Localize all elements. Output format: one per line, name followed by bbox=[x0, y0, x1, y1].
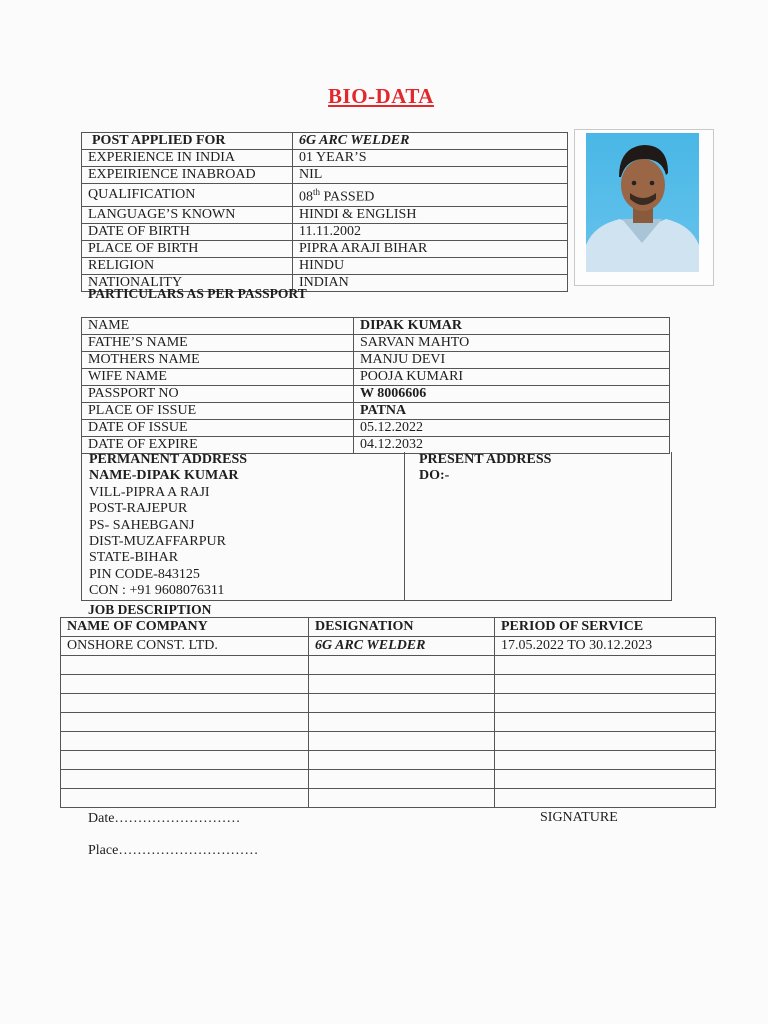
experience-abroad-value: NIL bbox=[293, 167, 568, 184]
date-line: Date……………………… bbox=[88, 811, 241, 826]
person-portrait-icon bbox=[586, 133, 699, 272]
job-table bbox=[60, 617, 716, 808]
table-row bbox=[82, 206, 568, 223]
address-line: POST-RAJEPUR bbox=[89, 501, 188, 517]
mother-name-label: MOTHERS NAME bbox=[82, 352, 354, 369]
address-line: STATE-BIHAR bbox=[89, 550, 179, 566]
date-of-expire-label: DATE OF EXPIRE bbox=[82, 437, 354, 454]
table-row bbox=[82, 420, 670, 437]
table-row bbox=[82, 437, 670, 454]
date-of-issue-value: 05.12.2022 bbox=[354, 420, 670, 437]
present-address bbox=[412, 452, 551, 485]
col-header-period: PERIOD OF SERVICE bbox=[495, 618, 716, 637]
experience-india-label: EXPERIENCE IN INDIA bbox=[82, 150, 293, 167]
empty-row bbox=[61, 713, 716, 732]
period-cell: 17.05.2022 TO 30.12.2023 bbox=[495, 637, 716, 656]
nationality-label: NATIONALITY bbox=[82, 274, 293, 291]
address-line: DIST-MUZAFFARPUR bbox=[89, 534, 226, 550]
empty-row bbox=[61, 732, 716, 751]
languages-value: HINDI & ENGLISH bbox=[293, 206, 568, 223]
experience-india-value: 01 YEAR’S bbox=[293, 150, 568, 167]
table-row bbox=[82, 257, 568, 274]
table-row bbox=[82, 335, 670, 352]
passport-no-label: PASSPORT NO bbox=[82, 386, 354, 403]
place-line: Place………………………… bbox=[88, 843, 259, 858]
address-line: PS- SAHEBGANJ bbox=[89, 517, 195, 533]
signature-label: SIGNATURE bbox=[540, 810, 618, 825]
table-row bbox=[82, 184, 568, 207]
place-of-issue-value: PATNA bbox=[354, 403, 670, 420]
place-of-issue-label: PLACE OF ISSUE bbox=[82, 403, 354, 420]
empty-row bbox=[61, 751, 716, 770]
permanent-address-heading: PERMANENT ADDRESS bbox=[89, 452, 248, 467]
table-row bbox=[82, 369, 670, 386]
table-row bbox=[82, 386, 670, 403]
place-of-birth-label: PLACE OF BIRTH bbox=[82, 240, 293, 257]
present-address-do: DO:- bbox=[419, 468, 450, 484]
mother-name-value: MANJU DEVI bbox=[354, 352, 670, 369]
empty-row bbox=[61, 770, 716, 789]
table-row bbox=[61, 637, 716, 656]
col-header-designation: DESIGNATION bbox=[309, 618, 495, 637]
father-name-value: SARVAN MAHTO bbox=[354, 335, 670, 352]
qualification-number: 08 bbox=[299, 189, 313, 205]
religion-label: RELIGION bbox=[82, 257, 293, 274]
table-row bbox=[82, 352, 670, 369]
name-value: DIPAK KUMAR bbox=[354, 318, 670, 335]
personal-details-table bbox=[81, 132, 568, 292]
present-address-heading: PRESENT ADDRESS bbox=[419, 452, 552, 467]
qualification-rest: PASSED bbox=[320, 189, 375, 205]
table-row bbox=[82, 133, 568, 150]
job-section-label: JOB DESCRIPTION bbox=[88, 602, 212, 617]
address-box bbox=[81, 452, 672, 601]
religion-value: HINDU bbox=[293, 257, 568, 274]
address-line: VILL-PIPRA A RAJI bbox=[89, 484, 210, 500]
designation-cell: 6G ARC WELDER bbox=[309, 637, 495, 656]
nationality-value: INDIAN bbox=[293, 274, 568, 291]
passport-no-value: W 8006606 bbox=[354, 386, 670, 403]
table-header-row bbox=[61, 618, 716, 637]
table-row bbox=[82, 223, 568, 240]
empty-row bbox=[61, 675, 716, 694]
table-row bbox=[82, 167, 568, 184]
empty-row bbox=[61, 656, 716, 675]
place-of-birth-value: PIPRA ARAJI BIHAR bbox=[293, 240, 568, 257]
qualification-value bbox=[293, 184, 568, 207]
qualification-label: QUALIFICATION bbox=[82, 184, 293, 207]
table-row bbox=[82, 403, 670, 420]
dob-label: DATE OF BIRTH bbox=[82, 223, 293, 240]
passport-section-label: PARTICULARS AS PER PASSPORT bbox=[88, 286, 307, 301]
qualification-sup: th bbox=[313, 187, 321, 197]
date-of-issue-label: DATE OF ISSUE bbox=[82, 420, 354, 437]
permanent-address-name: NAME-DIPAK KUMAR bbox=[89, 468, 239, 484]
date-of-expire-value: 04.12.2032 bbox=[354, 437, 670, 454]
wife-name-label: WIFE NAME bbox=[82, 369, 354, 386]
table-row bbox=[82, 240, 568, 257]
empty-row bbox=[61, 694, 716, 713]
name-label: NAME bbox=[82, 318, 354, 335]
address-line: PIN CODE-843125 bbox=[89, 566, 200, 582]
page-title: BIO-DATA bbox=[328, 84, 434, 108]
dob-value: 11.11.2002 bbox=[293, 223, 568, 240]
post-applied-label: POST APPLIED FOR bbox=[82, 133, 293, 150]
passport-table bbox=[81, 317, 670, 454]
empty-row bbox=[61, 789, 716, 808]
col-header-company: NAME OF COMPANY bbox=[61, 618, 309, 637]
experience-abroad-label: EXPEIRIENCE INABROAD bbox=[82, 167, 293, 184]
father-name-label: FATHE’S NAME bbox=[82, 335, 354, 352]
contact-line: CON : +91 9608076311 bbox=[89, 583, 225, 599]
wife-name-value: POOJA KUMARI bbox=[354, 369, 670, 386]
applicant-photo bbox=[586, 133, 699, 272]
company-cell: ONSHORE CONST. LTD. bbox=[61, 637, 309, 656]
table-row bbox=[82, 318, 670, 335]
languages-label: LANGUAGE’S KNOWN bbox=[82, 206, 293, 223]
post-applied-value: 6G ARC WELDER bbox=[293, 133, 568, 150]
table-row bbox=[82, 150, 568, 167]
permanent-address bbox=[82, 452, 405, 600]
